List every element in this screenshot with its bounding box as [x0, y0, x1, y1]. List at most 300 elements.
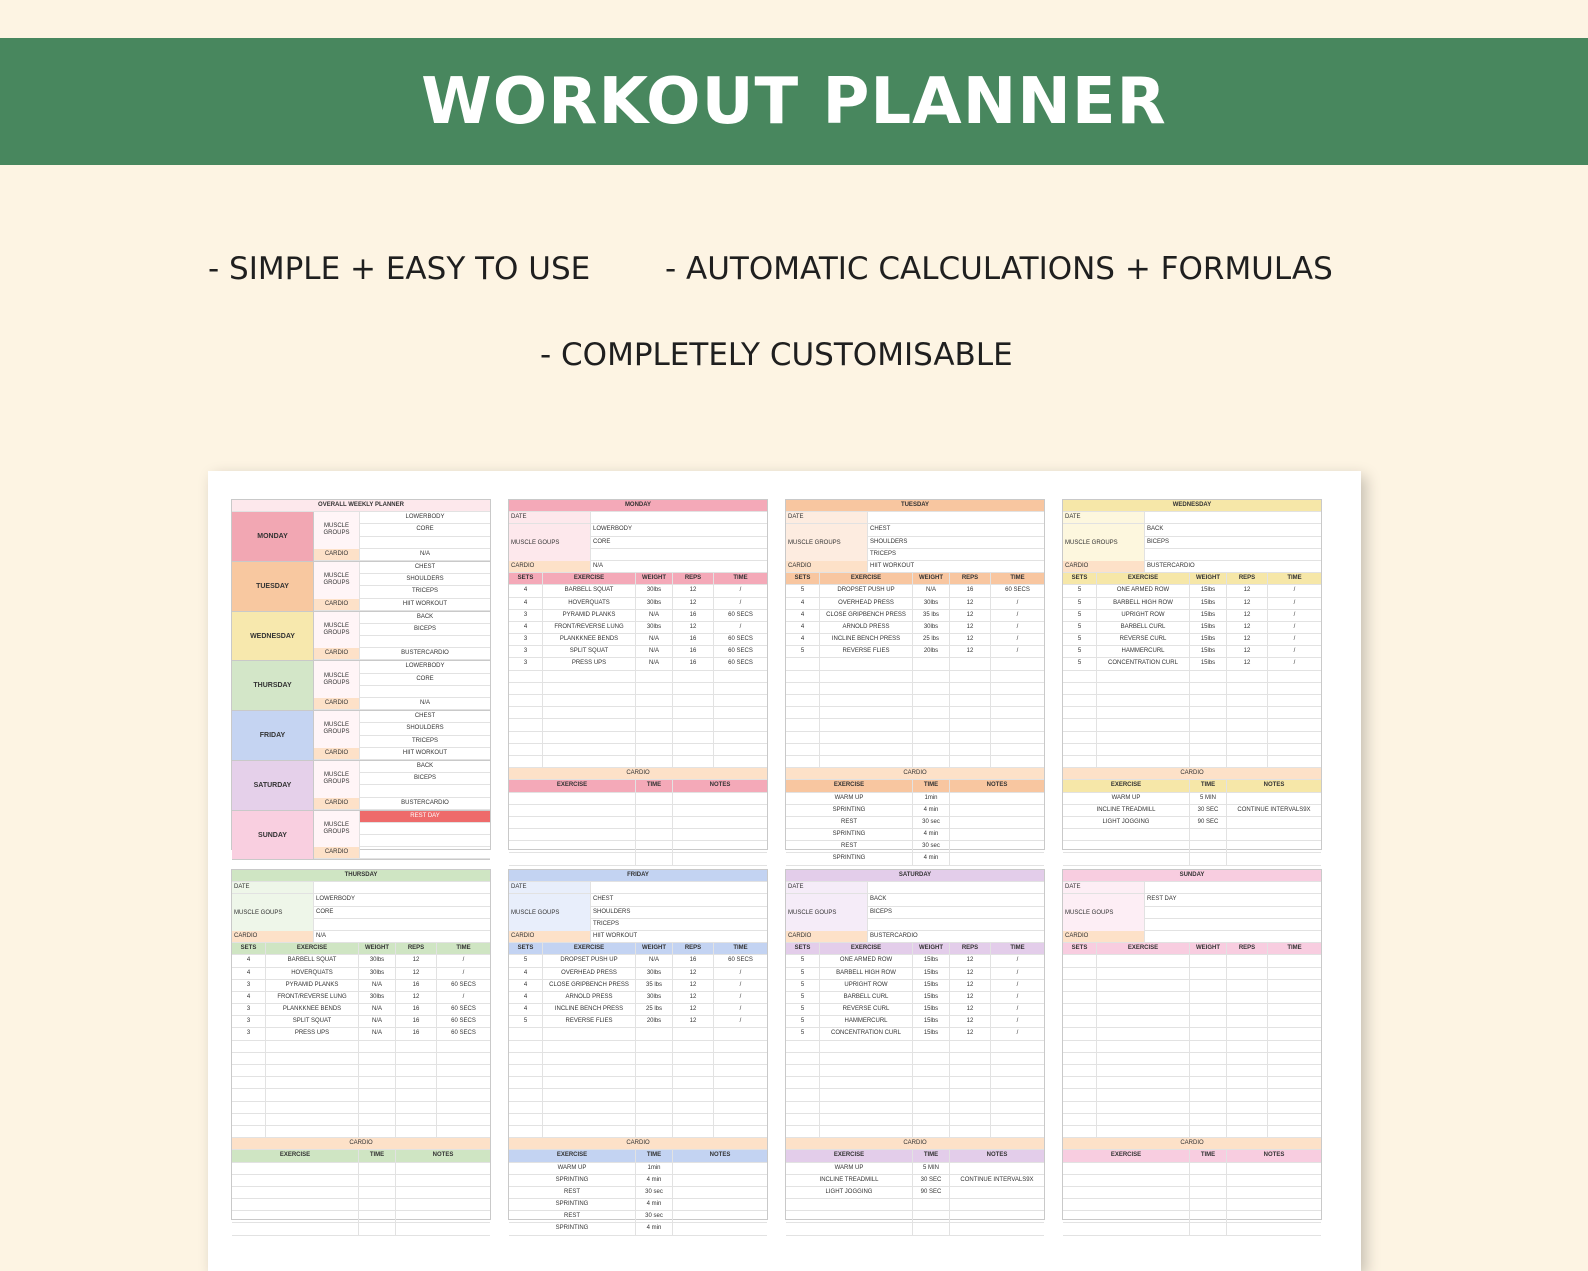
exercise-exercise-cell[interactable] — [820, 719, 913, 730]
cardio-field[interactable]: N/A — [593, 562, 604, 569]
exercise-reps-cell[interactable]: 12 — [950, 634, 991, 645]
exercise-weight-cell[interactable] — [636, 1102, 673, 1113]
exercise-time-cell[interactable] — [1268, 671, 1321, 682]
exercise-time-cell[interactable] — [1268, 1053, 1321, 1064]
exercise-weight-cell[interactable] — [913, 683, 950, 694]
exercise-weight-cell[interactable]: 25 lbs — [636, 1004, 673, 1015]
cardio-exercise-cell[interactable] — [1063, 1223, 1190, 1234]
exercise-weight-cell[interactable] — [1190, 756, 1227, 767]
exercise-sets-cell[interactable] — [786, 695, 820, 706]
exercise-time-cell[interactable]: / — [739, 981, 742, 988]
cardio-time-cell[interactable] — [1190, 1199, 1227, 1210]
exercise-exercise-cell[interactable]: INCLINE BENCH PRESS — [543, 1004, 636, 1015]
exercise-reps-cell[interactable]: 12 — [396, 992, 437, 1003]
cardio-notes-cell[interactable] — [673, 853, 767, 864]
cardio-time-cell[interactable] — [1190, 1175, 1227, 1186]
exercise-time-cell[interactable]: 60 SECS — [728, 611, 753, 618]
exercise-reps-cell[interactable] — [673, 1102, 714, 1113]
exercise-reps-cell[interactable] — [950, 732, 991, 743]
exercise-weight-cell[interactable]: 15lbs — [913, 1016, 950, 1027]
exercise-reps-cell[interactable] — [396, 1102, 437, 1113]
exercise-sets-cell[interactable] — [232, 1041, 266, 1052]
muscle-group-cell[interactable] — [1145, 549, 1321, 560]
exercise-exercise-cell[interactable]: DROPSET PUSH UP — [543, 955, 636, 966]
muscle-group-cell[interactable] — [1145, 907, 1321, 918]
exercise-weight-cell[interactable] — [636, 719, 673, 730]
date-field[interactable] — [1145, 512, 1321, 523]
exercise-sets-cell[interactable] — [1063, 1004, 1097, 1015]
exercise-weight-cell[interactable] — [1190, 707, 1227, 718]
overview-muscle-cell[interactable]: LOWERBODY — [405, 663, 445, 670]
exercise-weight-cell[interactable]: 15lbs — [913, 955, 950, 966]
overview-muscle-cell[interactable]: TRICEPS — [411, 588, 438, 595]
exercise-exercise-cell[interactable] — [266, 1041, 359, 1052]
exercise-exercise-cell[interactable] — [1097, 1041, 1190, 1052]
exercise-weight-cell[interactable] — [913, 1089, 950, 1100]
exercise-reps-cell[interactable] — [396, 1114, 437, 1125]
cardio-exercise-cell[interactable] — [1063, 1163, 1190, 1174]
exercise-sets-cell[interactable] — [1063, 1028, 1097, 1039]
exercise-sets-cell[interactable] — [509, 1053, 543, 1064]
exercise-time-cell[interactable] — [1268, 683, 1321, 694]
cardio-time-cell[interactable] — [1190, 1187, 1227, 1198]
cardio-exercise-cell[interactable] — [232, 1211, 359, 1222]
exercise-sets-cell[interactable] — [232, 1065, 266, 1076]
cardio-notes-cell[interactable] — [1227, 1175, 1321, 1186]
exercise-sets-cell[interactable]: 4 — [509, 980, 543, 991]
cardio-notes-cell[interactable] — [1227, 1211, 1321, 1222]
exercise-exercise-cell[interactable] — [820, 707, 913, 718]
muscle-group-cell[interactable]: BACK — [870, 896, 887, 903]
exercise-weight-cell[interactable] — [636, 744, 673, 755]
exercise-reps-cell[interactable] — [1227, 968, 1268, 979]
exercise-reps-cell[interactable]: 12 — [1227, 610, 1268, 621]
exercise-sets-cell[interactable] — [786, 719, 820, 730]
exercise-weight-cell[interactable]: 20lbs — [636, 1016, 673, 1027]
exercise-sets-cell[interactable] — [786, 1102, 820, 1113]
cardio-time-cell[interactable] — [359, 1223, 396, 1234]
exercise-reps-cell[interactable]: 12 — [396, 955, 437, 966]
exercise-time-cell[interactable] — [714, 1053, 767, 1064]
exercise-time-cell[interactable]: / — [739, 1006, 742, 1013]
overview-muscle-cell[interactable]: BICEPS — [413, 625, 436, 632]
cardio-time-cell[interactable] — [636, 817, 673, 828]
exercise-exercise-cell[interactable] — [543, 744, 636, 755]
exercise-time-cell[interactable] — [1268, 980, 1321, 991]
cardio-time-cell[interactable]: 1min — [913, 793, 950, 804]
cardio-time-cell[interactable]: 5 MIN — [1190, 793, 1227, 804]
exercise-weight-cell[interactable] — [359, 1102, 396, 1113]
exercise-sets-cell[interactable] — [509, 707, 543, 718]
cardio-exercise-cell[interactable] — [232, 1187, 359, 1198]
exercise-time-cell[interactable] — [1268, 719, 1321, 730]
exercise-reps-cell[interactable] — [1227, 1077, 1268, 1088]
exercise-reps-cell[interactable]: 16 — [673, 658, 714, 669]
exercise-time-cell[interactable] — [1268, 992, 1321, 1003]
exercise-exercise-cell[interactable] — [820, 671, 913, 682]
exercise-time-cell[interactable]: / — [1293, 636, 1296, 643]
date-field[interactable] — [868, 512, 1044, 523]
exercise-weight-cell[interactable] — [1190, 1126, 1227, 1137]
date-field[interactable] — [591, 512, 767, 523]
exercise-reps-cell[interactable] — [673, 1089, 714, 1100]
exercise-time-cell[interactable]: / — [1016, 1006, 1019, 1013]
cardio-time-cell[interactable]: 4 min — [636, 1223, 673, 1234]
exercise-reps-cell[interactable]: 12 — [673, 1004, 714, 1015]
cardio-exercise-cell[interactable] — [232, 1175, 359, 1186]
exercise-weight-cell[interactable]: N/A — [359, 1016, 396, 1027]
exercise-sets-cell[interactable]: 5 — [786, 992, 820, 1003]
exercise-reps-cell[interactable] — [396, 1041, 437, 1052]
cardio-exercise-cell[interactable] — [509, 841, 636, 852]
exercise-weight-cell[interactable] — [1190, 1016, 1227, 1027]
cardio-notes-cell[interactable] — [1227, 1199, 1321, 1210]
exercise-sets-cell[interactable] — [1063, 1126, 1097, 1137]
exercise-weight-cell[interactable]: 20lbs — [913, 646, 950, 657]
exercise-weight-cell[interactable] — [359, 1041, 396, 1052]
exercise-reps-cell[interactable] — [1227, 1016, 1268, 1027]
exercise-weight-cell[interactable] — [1190, 1077, 1227, 1088]
exercise-exercise-cell[interactable] — [266, 1053, 359, 1064]
exercise-time-cell[interactable] — [714, 1102, 767, 1113]
exercise-sets-cell[interactable]: 4 — [509, 968, 543, 979]
exercise-weight-cell[interactable] — [636, 732, 673, 743]
exercise-exercise-cell[interactable]: HOVERQUATS — [266, 968, 359, 979]
exercise-sets-cell[interactable] — [1063, 1102, 1097, 1113]
exercise-sets-cell[interactable]: 4 — [232, 955, 266, 966]
exercise-exercise-cell[interactable] — [1097, 1016, 1190, 1027]
cardio-exercise-cell[interactable]: SPRINTING — [509, 1175, 636, 1186]
exercise-reps-cell[interactable] — [950, 695, 991, 706]
cardio-time-cell[interactable]: 4 min — [913, 853, 950, 864]
overview-muscle-cell[interactable]: CHEST — [414, 563, 436, 570]
exercise-weight-cell[interactable]: 30lbs — [636, 598, 673, 609]
cardio-exercise-cell[interactable] — [509, 817, 636, 828]
exercise-reps-cell[interactable] — [1227, 1089, 1268, 1100]
cardio-time-cell[interactable] — [913, 1223, 950, 1234]
exercise-exercise-cell[interactable]: ONE ARMED ROW — [820, 955, 913, 966]
exercise-time-cell[interactable]: 60 SECS — [1005, 587, 1030, 594]
exercise-time-cell[interactable]: / — [1016, 957, 1019, 964]
cardio-exercise-cell[interactable] — [1063, 841, 1190, 852]
exercise-sets-cell[interactable]: 5 — [786, 1016, 820, 1027]
exercise-exercise-cell[interactable] — [266, 1077, 359, 1088]
exercise-sets-cell[interactable]: 5 — [786, 955, 820, 966]
exercise-weight-cell[interactable] — [1190, 1004, 1227, 1015]
exercise-sets-cell[interactable] — [232, 1077, 266, 1088]
muscle-group-cell[interactable] — [868, 919, 1044, 930]
cardio-notes-cell[interactable] — [396, 1199, 490, 1210]
exercise-reps-cell[interactable] — [1227, 1102, 1268, 1113]
exercise-weight-cell[interactable]: 35 lbs — [636, 980, 673, 991]
cardio-exercise-cell[interactable] — [509, 805, 636, 816]
cardio-time-cell[interactable] — [913, 1199, 950, 1210]
exercise-reps-cell[interactable]: 12 — [1227, 634, 1268, 645]
exercise-time-cell[interactable] — [1268, 1089, 1321, 1100]
exercise-weight-cell[interactable]: 30lbs — [636, 992, 673, 1003]
cardio-time-cell[interactable]: 5 MIN — [913, 1163, 950, 1174]
exercise-weight-cell[interactable] — [359, 1114, 396, 1125]
exercise-reps-cell[interactable] — [673, 756, 714, 767]
cardio-notes-cell[interactable] — [950, 1211, 1044, 1222]
exercise-reps-cell[interactable] — [673, 707, 714, 718]
exercise-time-cell[interactable] — [714, 1114, 767, 1125]
exercise-reps-cell[interactable] — [950, 744, 991, 755]
exercise-reps-cell[interactable] — [1227, 1004, 1268, 1015]
cardio-notes-cell[interactable] — [950, 805, 1044, 816]
exercise-exercise-cell[interactable] — [543, 732, 636, 743]
exercise-weight-cell[interactable] — [913, 744, 950, 755]
overview-muscle-cell[interactable]: SHOULDERS — [406, 576, 444, 583]
exercise-reps-cell[interactable] — [673, 1053, 714, 1064]
cardio-exercise-cell[interactable]: INCLINE TREADMILL — [786, 1175, 913, 1186]
exercise-reps-cell[interactable] — [1227, 756, 1268, 767]
exercise-weight-cell[interactable]: N/A — [636, 634, 673, 645]
exercise-exercise-cell[interactable] — [820, 1114, 913, 1125]
exercise-weight-cell[interactable]: 15lbs — [1190, 658, 1227, 669]
exercise-sets-cell[interactable]: 5 — [786, 980, 820, 991]
exercise-time-cell[interactable]: 60 SECS — [728, 648, 753, 655]
exercise-exercise-cell[interactable] — [266, 1102, 359, 1113]
exercise-reps-cell[interactable] — [673, 744, 714, 755]
exercise-weight-cell[interactable] — [1190, 968, 1227, 979]
exercise-reps-cell[interactable]: 12 — [1227, 646, 1268, 657]
cardio-notes-cell[interactable] — [950, 841, 1044, 852]
exercise-weight-cell[interactable] — [913, 1126, 950, 1137]
exercise-exercise-cell[interactable] — [1097, 756, 1190, 767]
exercise-exercise-cell[interactable] — [1097, 968, 1190, 979]
cardio-notes-cell[interactable] — [1227, 1223, 1321, 1234]
exercise-exercise-cell[interactable] — [543, 1114, 636, 1125]
exercise-time-cell[interactable] — [714, 1041, 767, 1052]
cardio-exercise-cell[interactable] — [786, 1211, 913, 1222]
exercise-time-cell[interactable] — [991, 744, 1044, 755]
exercise-exercise-cell[interactable]: SPLIT SQUAT — [543, 646, 636, 657]
exercise-sets-cell[interactable] — [509, 1089, 543, 1100]
exercise-sets-cell[interactable]: 3 — [232, 980, 266, 991]
exercise-time-cell[interactable] — [437, 1053, 490, 1064]
exercise-time-cell[interactable] — [991, 1041, 1044, 1052]
exercise-sets-cell[interactable] — [509, 744, 543, 755]
cardio-notes-cell[interactable] — [1227, 841, 1321, 852]
overview-cardio-cell[interactable]: BUSTERCARDIO — [401, 650, 449, 657]
exercise-sets-cell[interactable] — [786, 756, 820, 767]
exercise-weight-cell[interactable] — [1190, 1114, 1227, 1125]
exercise-weight-cell[interactable] — [1190, 732, 1227, 743]
exercise-time-cell[interactable]: 60 SECS — [451, 981, 476, 988]
exercise-sets-cell[interactable] — [1063, 683, 1097, 694]
cardio-exercise-cell[interactable]: REST — [509, 1187, 636, 1198]
exercise-time-cell[interactable]: / — [1293, 660, 1296, 667]
exercise-exercise-cell[interactable] — [820, 744, 913, 755]
exercise-weight-cell[interactable]: N/A — [636, 658, 673, 669]
exercise-sets-cell[interactable] — [1063, 1077, 1097, 1088]
exercise-weight-cell[interactable]: 35 lbs — [913, 610, 950, 621]
overview-muscle-cell[interactable]: SHOULDERS — [406, 725, 444, 732]
exercise-sets-cell[interactable] — [509, 695, 543, 706]
exercise-time-cell[interactable] — [714, 683, 767, 694]
exercise-exercise-cell[interactable]: BARBELL CURL — [1097, 622, 1190, 633]
cardio-exercise-cell[interactable] — [232, 1163, 359, 1174]
exercise-sets-cell[interactable] — [509, 671, 543, 682]
exercise-sets-cell[interactable] — [1063, 1053, 1097, 1064]
exercise-exercise-cell[interactable]: PYRAMID PLANKS — [266, 980, 359, 991]
exercise-weight-cell[interactable] — [1190, 1041, 1227, 1052]
exercise-reps-cell[interactable] — [1227, 683, 1268, 694]
exercise-time-cell[interactable] — [991, 707, 1044, 718]
muscle-group-cell[interactable]: BICEPS — [870, 908, 893, 915]
exercise-time-cell[interactable] — [991, 756, 1044, 767]
exercise-weight-cell[interactable]: 15lbs — [1190, 598, 1227, 609]
exercise-exercise-cell[interactable] — [820, 695, 913, 706]
exercise-sets-cell[interactable]: 3 — [509, 634, 543, 645]
cardio-time-cell[interactable] — [913, 1211, 950, 1222]
exercise-exercise-cell[interactable]: ONE ARMED ROW — [1097, 585, 1190, 596]
exercise-reps-cell[interactable]: 16 — [673, 955, 714, 966]
exercise-weight-cell[interactable] — [1190, 695, 1227, 706]
cardio-time-cell[interactable]: 90 SEC — [913, 1187, 950, 1198]
exercise-reps-cell[interactable] — [673, 1114, 714, 1125]
exercise-exercise-cell[interactable] — [820, 1053, 913, 1064]
exercise-reps-cell[interactable]: 12 — [1227, 585, 1268, 596]
cardio-exercise-cell[interactable]: SPRINTING — [786, 853, 913, 864]
exercise-sets-cell[interactable] — [786, 1114, 820, 1125]
cardio-time-cell[interactable] — [1190, 853, 1227, 864]
exercise-reps-cell[interactable]: 12 — [673, 968, 714, 979]
exercise-reps-cell[interactable]: 12 — [950, 646, 991, 657]
exercise-exercise-cell[interactable]: REVERSE CURL — [820, 1004, 913, 1015]
exercise-exercise-cell[interactable] — [543, 1102, 636, 1113]
exercise-weight-cell[interactable]: 25 lbs — [913, 634, 950, 645]
exercise-sets-cell[interactable] — [1063, 707, 1097, 718]
exercise-exercise-cell[interactable]: OVERHEAD PRESS — [543, 968, 636, 979]
exercise-sets-cell[interactable] — [509, 1114, 543, 1125]
exercise-sets-cell[interactable]: 3 — [509, 610, 543, 621]
exercise-exercise-cell[interactable]: PLANKKNEE BENDS — [266, 1004, 359, 1015]
exercise-reps-cell[interactable]: 12 — [673, 585, 714, 596]
cardio-exercise-cell[interactable] — [786, 1199, 913, 1210]
exercise-exercise-cell[interactable]: FRONT/REVERSE LUNG — [266, 992, 359, 1003]
exercise-time-cell[interactable] — [1268, 707, 1321, 718]
muscle-group-cell[interactable]: BACK — [1147, 526, 1164, 533]
exercise-weight-cell[interactable] — [636, 671, 673, 682]
cardio-exercise-cell[interactable] — [1063, 829, 1190, 840]
exercise-exercise-cell[interactable] — [543, 671, 636, 682]
exercise-sets-cell[interactable]: 5 — [1063, 598, 1097, 609]
exercise-reps-cell[interactable] — [673, 732, 714, 743]
exercise-exercise-cell[interactable]: OVERHEAD PRESS — [820, 598, 913, 609]
exercise-weight-cell[interactable]: 15lbs — [1190, 585, 1227, 596]
exercise-exercise-cell[interactable]: BARBELL SQUAT — [543, 585, 636, 596]
exercise-reps-cell[interactable] — [1227, 695, 1268, 706]
exercise-reps-cell[interactable]: 12 — [1227, 658, 1268, 669]
exercise-exercise-cell[interactable]: PLANKKNEE BENDS — [543, 634, 636, 645]
exercise-sets-cell[interactable] — [232, 1053, 266, 1064]
exercise-weight-cell[interactable]: 15lbs — [913, 980, 950, 991]
exercise-time-cell[interactable]: / — [1293, 587, 1296, 594]
cardio-time-cell[interactable]: 4 min — [913, 805, 950, 816]
cardio-field[interactable] — [1145, 931, 1321, 942]
exercise-sets-cell[interactable]: 3 — [232, 1028, 266, 1039]
exercise-weight-cell[interactable] — [913, 732, 950, 743]
exercise-sets-cell[interactable]: 5 — [1063, 634, 1097, 645]
cardio-time-cell[interactable] — [636, 829, 673, 840]
exercise-reps-cell[interactable]: 12 — [1227, 622, 1268, 633]
overview-cardio-cell[interactable]: HIIT WORKOUT — [402, 749, 448, 756]
exercise-sets-cell[interactable] — [509, 1028, 543, 1039]
exercise-sets-cell[interactable] — [1063, 671, 1097, 682]
exercise-sets-cell[interactable]: 3 — [232, 1016, 266, 1027]
cardio-time-cell[interactable] — [1190, 1163, 1227, 1174]
exercise-weight-cell[interactable] — [1190, 992, 1227, 1003]
cardio-exercise-cell[interactable]: WARM UP — [786, 1163, 913, 1174]
exercise-time-cell[interactable] — [1268, 1041, 1321, 1052]
exercise-time-cell[interactable] — [1268, 955, 1321, 966]
cardio-notes-cell[interactable] — [673, 829, 767, 840]
exercise-weight-cell[interactable] — [636, 1077, 673, 1088]
cardio-exercise-cell[interactable]: LIGHT JOGGING — [1063, 817, 1190, 828]
exercise-weight-cell[interactable]: 30lbs — [636, 622, 673, 633]
exercise-sets-cell[interactable] — [232, 1102, 266, 1113]
exercise-exercise-cell[interactable]: ARNOLD PRESS — [820, 622, 913, 633]
cardio-notes-cell[interactable] — [673, 1199, 767, 1210]
exercise-time-cell[interactable] — [1268, 1065, 1321, 1076]
cardio-time-cell[interactable] — [359, 1199, 396, 1210]
exercise-sets-cell[interactable]: 3 — [232, 1004, 266, 1015]
exercise-exercise-cell[interactable]: UPRIGHT ROW — [1097, 610, 1190, 621]
exercise-sets-cell[interactable] — [509, 1065, 543, 1076]
exercise-reps-cell[interactable] — [673, 1126, 714, 1137]
exercise-weight-cell[interactable] — [1190, 1028, 1227, 1039]
exercise-sets-cell[interactable] — [786, 671, 820, 682]
exercise-reps-cell[interactable] — [396, 1089, 437, 1100]
exercise-time-cell[interactable] — [714, 719, 767, 730]
cardio-field[interactable]: HIIT WORKOUT — [870, 562, 915, 569]
exercise-sets-cell[interactable] — [509, 1102, 543, 1113]
cardio-notes-cell[interactable] — [673, 1175, 767, 1186]
exercise-sets-cell[interactable] — [232, 1126, 266, 1137]
exercise-reps-cell[interactable] — [950, 1114, 991, 1125]
exercise-weight-cell[interactable] — [1190, 1053, 1227, 1064]
exercise-exercise-cell[interactable] — [1097, 695, 1190, 706]
exercise-sets-cell[interactable]: 5 — [1063, 585, 1097, 596]
exercise-exercise-cell[interactable]: CLOSE GRIPBENCH PRESS — [820, 610, 913, 621]
exercise-sets-cell[interactable] — [1063, 955, 1097, 966]
cardio-notes-cell[interactable] — [950, 1223, 1044, 1234]
exercise-time-cell[interactable]: / — [739, 599, 742, 606]
exercise-exercise-cell[interactable]: REVERSE FLIES — [820, 646, 913, 657]
exercise-weight-cell[interactable]: 15lbs — [913, 1004, 950, 1015]
overview-muscle-cell[interactable]: BACK — [416, 762, 434, 769]
exercise-exercise-cell[interactable]: CONCENTRATION CURL — [820, 1028, 913, 1039]
exercise-reps-cell[interactable] — [396, 1053, 437, 1064]
exercise-sets-cell[interactable] — [1063, 980, 1097, 991]
exercise-time-cell[interactable]: 60 SECS — [451, 1006, 476, 1013]
exercise-reps-cell[interactable] — [396, 1126, 437, 1137]
exercise-time-cell[interactable]: / — [1293, 599, 1296, 606]
exercise-weight-cell[interactable] — [636, 1028, 673, 1039]
cardio-exercise-cell[interactable]: WARM UP — [509, 1163, 636, 1174]
exercise-exercise-cell[interactable] — [820, 1089, 913, 1100]
overview-muscle-cell[interactable]: CORE — [416, 675, 434, 682]
cardio-notes-cell[interactable] — [673, 1187, 767, 1198]
exercise-weight-cell[interactable] — [1190, 1089, 1227, 1100]
exercise-sets-cell[interactable]: 3 — [509, 646, 543, 657]
cardio-exercise-cell[interactable] — [1063, 1211, 1190, 1222]
exercise-exercise-cell[interactable] — [820, 683, 913, 694]
exercise-reps-cell[interactable] — [950, 707, 991, 718]
exercise-weight-cell[interactable]: 15lbs — [1190, 622, 1227, 633]
